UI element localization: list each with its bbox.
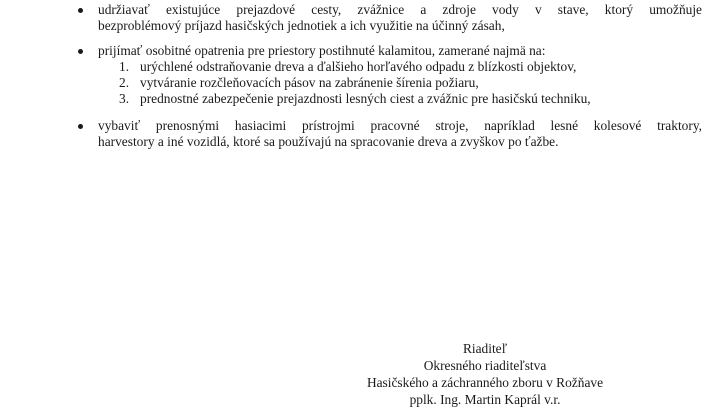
numbered-item-1-text: urýchlené odstraňovanie dreva a ďalšieho horľavého odpadu z blízkosti objektov, [140,59,577,74]
signature-org-line-2: Hasičského a záchranného zboru v Rožňave [366,375,604,390]
bullet-2-line-1: prijímať osobitné opatrenia pre priestory postihnuté kalamitou, zamerané najmä na: [98,43,546,58]
bullet-3-line-2: harvestory a iné vozidlá, ktoré sa používajú na spracovanie dreva a zvyškov po ťažbe. [98,134,559,149]
bullet-marker [78,124,83,129]
numbered-item-3-number: 3. [119,91,130,106]
bullet-1-line-2: bezproblémový príjazd hasičských jednotiek a ich využitie na účinný zásah, [98,18,505,33]
bullet-marker [78,8,83,13]
numbered-item-3-text: prednostné zabezpečenie prejazdnosti lesných ciest a zvážnic pre hasičskú techniku, [140,91,591,106]
signature-title: Riaditeľ [462,341,508,356]
bullet-marker [78,49,83,54]
numbered-item-2-number: 2. [119,75,130,90]
numbered-item-2-text: vytváranie rozčleňovacích pásov na zabránenie šírenia požiaru, [140,75,479,90]
bullet-3-line-1: vybaviť prenosnými hasiacimi prístrojmi pracovné stroje, napríklad lesné kolesové traktory, [98,118,702,133]
signature-org-line-1: Okresného riaditeľstva [423,358,547,373]
signature-name: pplk. Ing. Martin Kaprál v.r. [409,392,561,407]
numbered-item-1-number: 1. [119,59,130,74]
bullet-1-line-1: udržiavať existujúce prejazdové cesty, zvážnice a zdroje vody v stave, ktorý umožňuje [98,2,702,17]
